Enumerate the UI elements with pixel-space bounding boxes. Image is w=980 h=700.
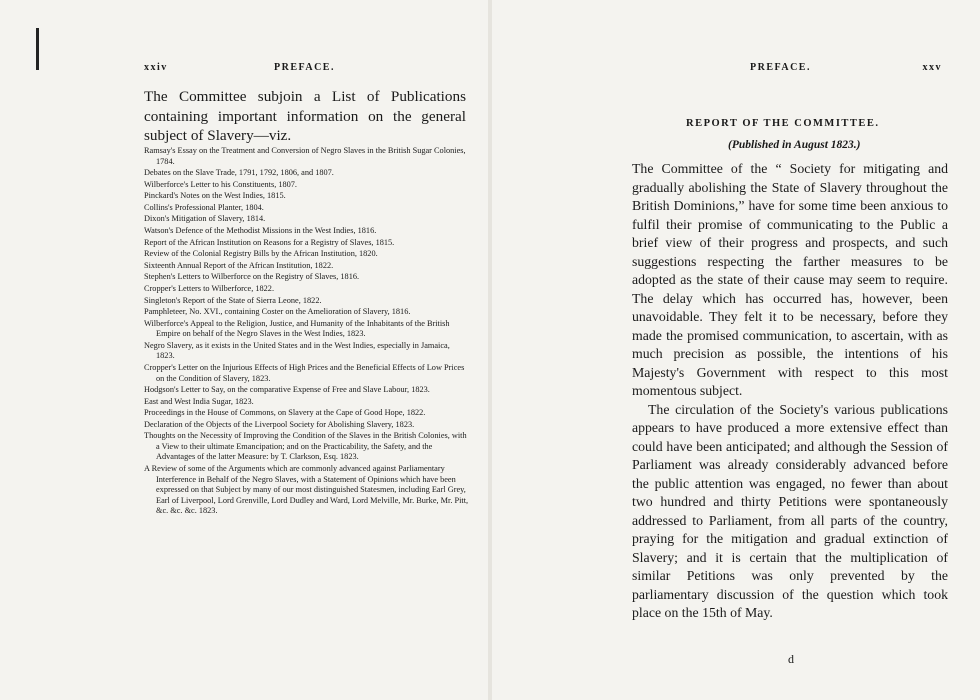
publication-item: Wilberforce's Appeal to the Religion, Justice, and Humanity of the Inhabitants of the British Empire on behalf of the Negro Slaves in the West Indies, 1823. xyxy=(144,318,450,339)
report-paragraph: The circulation of the Society's various publications appears to have produced a more extensive effect than could have been anticipated; and although the Session of Parliament was already considerably advanced before the public attention was engaged, no fewer than about two hundred and thirty Petitions were spontaneously addressed to Parliament, from all parts of the country, praying for the mitigation and gradual extinction of Slavery; and it is certain that the multiplication of similar Petitions was only prevented by the parliamentary discussion of the question which took place on the 15th of May. xyxy=(632,401,948,620)
publication-item: Proceedings in the House of Commons, on Slavery at the Cape of Good Hope, 1822. xyxy=(144,408,426,418)
right-page xyxy=(628,0,948,700)
publication-item: Watson's Defence of the Methodist Missions in the West Indies, 1816. xyxy=(144,226,377,236)
publication-item: Wilberforce's Letter to his Constituents, 1807. xyxy=(144,179,298,189)
publications-list xyxy=(144,146,470,518)
publication-item: Sixteenth Annual Report of the African Institution, 1822. xyxy=(144,260,334,270)
publication-item: Negro Slavery, as it exists in the United States and in the West Indies, especially in Jamaica, 1823. xyxy=(144,340,450,361)
publication-item: Cropper's Letter on the Injurious Effects of High Prices and the Beneficial Effects of Low Prices on the Condition of Slavery, 1823. xyxy=(144,363,465,383)
scan-edge-mark xyxy=(36,28,39,70)
publication-item: Dixon's Mitigation of Slavery, 1814. xyxy=(144,214,266,224)
publication-item: Singleton's Report of the State of Sierra Leone, 1822. xyxy=(144,295,322,305)
left-page xyxy=(140,0,470,700)
right-running-head: PREFACE. xyxy=(750,62,811,73)
publication-item: Pinckard's Notes on the West Indies, 1815. xyxy=(144,191,286,201)
publication-item: Pamphleteer, No. XVI., containing Coster on the Amelioration of Slavery, 1816. xyxy=(144,307,411,317)
report-date: (Published in August 1823.) xyxy=(728,139,861,151)
publication-item: Collins's Professional Planter, 1804. xyxy=(144,202,264,212)
report-body xyxy=(632,160,948,623)
publication-item: Declaration of the Objects of the Liverpool Society for Abolishing Slavery, 1823. xyxy=(144,419,415,429)
publications-intro: The Committee subjoin a List of Publications containing important information on the general subject of Slavery—viz. xyxy=(144,88,466,144)
right-page-number: xxv xyxy=(922,62,942,73)
report-paragraph: The Committee of the “ Society for mitigating and gradually abolishing the State of Slavery throughout the British Dominions,” have for some time been anxious to fulfil their promise of communicating to the Public a brief view of their progress and prospects, and such suggestions respecting the farther measures to be adopted as the state of their cause may seem to require. The delay which has occurred has, however, been unavoidable. They felt it to be necessary, before they made the promised communication, to ascertain, with as much precision as possible, the intentions of his Majesty's Government with respect to this most momentous subject. xyxy=(632,161,948,398)
left-page-number: xxiv xyxy=(144,62,168,73)
report-title: REPORT OF THE COMMITTEE. xyxy=(686,118,880,129)
signature-mark: d xyxy=(788,652,794,666)
publication-item: Thoughts on the Necessity of Improving the Condition of the Slaves in the British Colonies, with a View to their ultimate Emancipation; and on the Practicability, the Safety, and the Advantages of the latter Measure: by T. Clarkson, Esq. 1823. xyxy=(144,431,467,462)
book-gutter xyxy=(488,0,492,700)
publication-item: Cropper's Letters to Wilberforce, 1822. xyxy=(144,284,275,294)
publication-item: Debates on the Slave Trade, 1791, 1792, 1806, and 1807. xyxy=(144,168,334,178)
publication-item: A Review of some of the Arguments which are commonly advanced against Parliamentary Interference in Behalf of the Negro Slaves, with a Statement of Opinions which have been expressed on that Subject by many of our most distinguished Statesmen, including Earl Grey, Earl of Liverpool, Lord Grenville, Lord Dudley and Ward, Lord Melville, Mr. Burke, Mr. Pitt, &c. &c. &c. 1823. xyxy=(144,464,469,516)
publication-item: Stephen's Letters to Wilberforce on the Registry of Slaves, 1816. xyxy=(144,272,360,282)
publication-item: Hodgson's Letter to Say, on the comparative Expense of Free and Slave Labour, 1823. xyxy=(144,385,430,395)
publication-item: East and West India Sugar, 1823. xyxy=(144,396,254,406)
publication-item: Review of the Colonial Registry Bills by the African Institution, 1820. xyxy=(144,249,378,259)
publication-item: Report of the African Institution on Reasons for a Registry of Slaves, 1815. xyxy=(144,237,395,247)
left-running-head: PREFACE. xyxy=(274,62,335,73)
publication-item: Ramsay's Essay on the Treatment and Conversion of Negro Slaves in the British Sugar Colonies, 1784. xyxy=(144,146,466,166)
